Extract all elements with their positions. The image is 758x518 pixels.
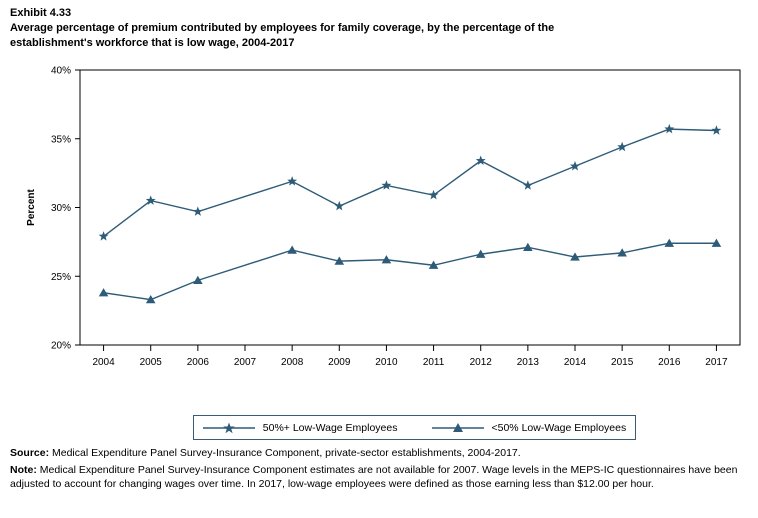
exhibit-title-line-1: Average percentage of premium contributed by employees for family coverage, by the percentage of the <box>10 22 555 34</box>
source-note <box>10 446 750 460</box>
svg-text:2011: 2011 <box>422 357 445 368</box>
source-label: Source: <box>10 447 50 459</box>
legend-label-under50: <50% Low-Wage Employees <box>491 421 627 434</box>
svg-text:2004: 2004 <box>92 357 115 368</box>
svg-text:2010: 2010 <box>375 357 398 368</box>
svg-text:25%: 25% <box>50 271 71 283</box>
legend-marker-triangle <box>432 422 484 434</box>
svg-text:30%: 30% <box>50 203 71 214</box>
legend-marker-star <box>203 422 255 434</box>
svg-text:2007: 2007 <box>233 357 257 368</box>
note-label: Note: <box>10 464 37 476</box>
note-text: Medical Expenditure Panel Survey-Insurance Component estimates are not available for 2007. Wage levels in the MEPS-IC questionnaires have been adjusted to account for changing wages over time. In 2017, low-wage employees were defined as those earning less than $12.00 per hour. <box>10 464 738 490</box>
footnotes <box>10 446 750 494</box>
svg-text:2005: 2005 <box>139 357 162 368</box>
svg-text:2013: 2013 <box>516 357 539 368</box>
legend-item-under50 <box>432 422 627 434</box>
svg-text:2015: 2015 <box>611 357 634 368</box>
legend-item-50plus <box>203 422 398 434</box>
svg-text:2017: 2017 <box>705 357 728 368</box>
svg-text:2016: 2016 <box>658 357 681 368</box>
note-note <box>10 463 750 491</box>
line-chart <box>0 60 758 390</box>
svg-text:20%: 20% <box>50 340 71 352</box>
svg-text:40%: 40% <box>50 65 71 77</box>
svg-text:2006: 2006 <box>186 357 209 368</box>
svg-text:2009: 2009 <box>328 357 351 368</box>
svg-text:35%: 35% <box>50 134 71 146</box>
chart-area <box>0 60 758 390</box>
source-text: Medical Expenditure Panel Survey-Insurance Component, private-sector establishments, 2004-2017. <box>49 447 521 459</box>
exhibit-title-line-2: establishment's workforce that is low wage, 2004-2017 <box>10 37 295 49</box>
exhibit-label: Exhibit 4.33 <box>10 7 72 19</box>
title-block <box>10 6 710 50</box>
chart-legend <box>193 415 636 440</box>
svg-text:Percent: Percent <box>26 189 37 226</box>
svg-text:2014: 2014 <box>563 357 587 368</box>
svg-text:2012: 2012 <box>469 357 492 368</box>
legend-label-50plus: 50%+ Low-Wage Employees <box>262 421 398 434</box>
svg-text:2008: 2008 <box>281 357 304 368</box>
